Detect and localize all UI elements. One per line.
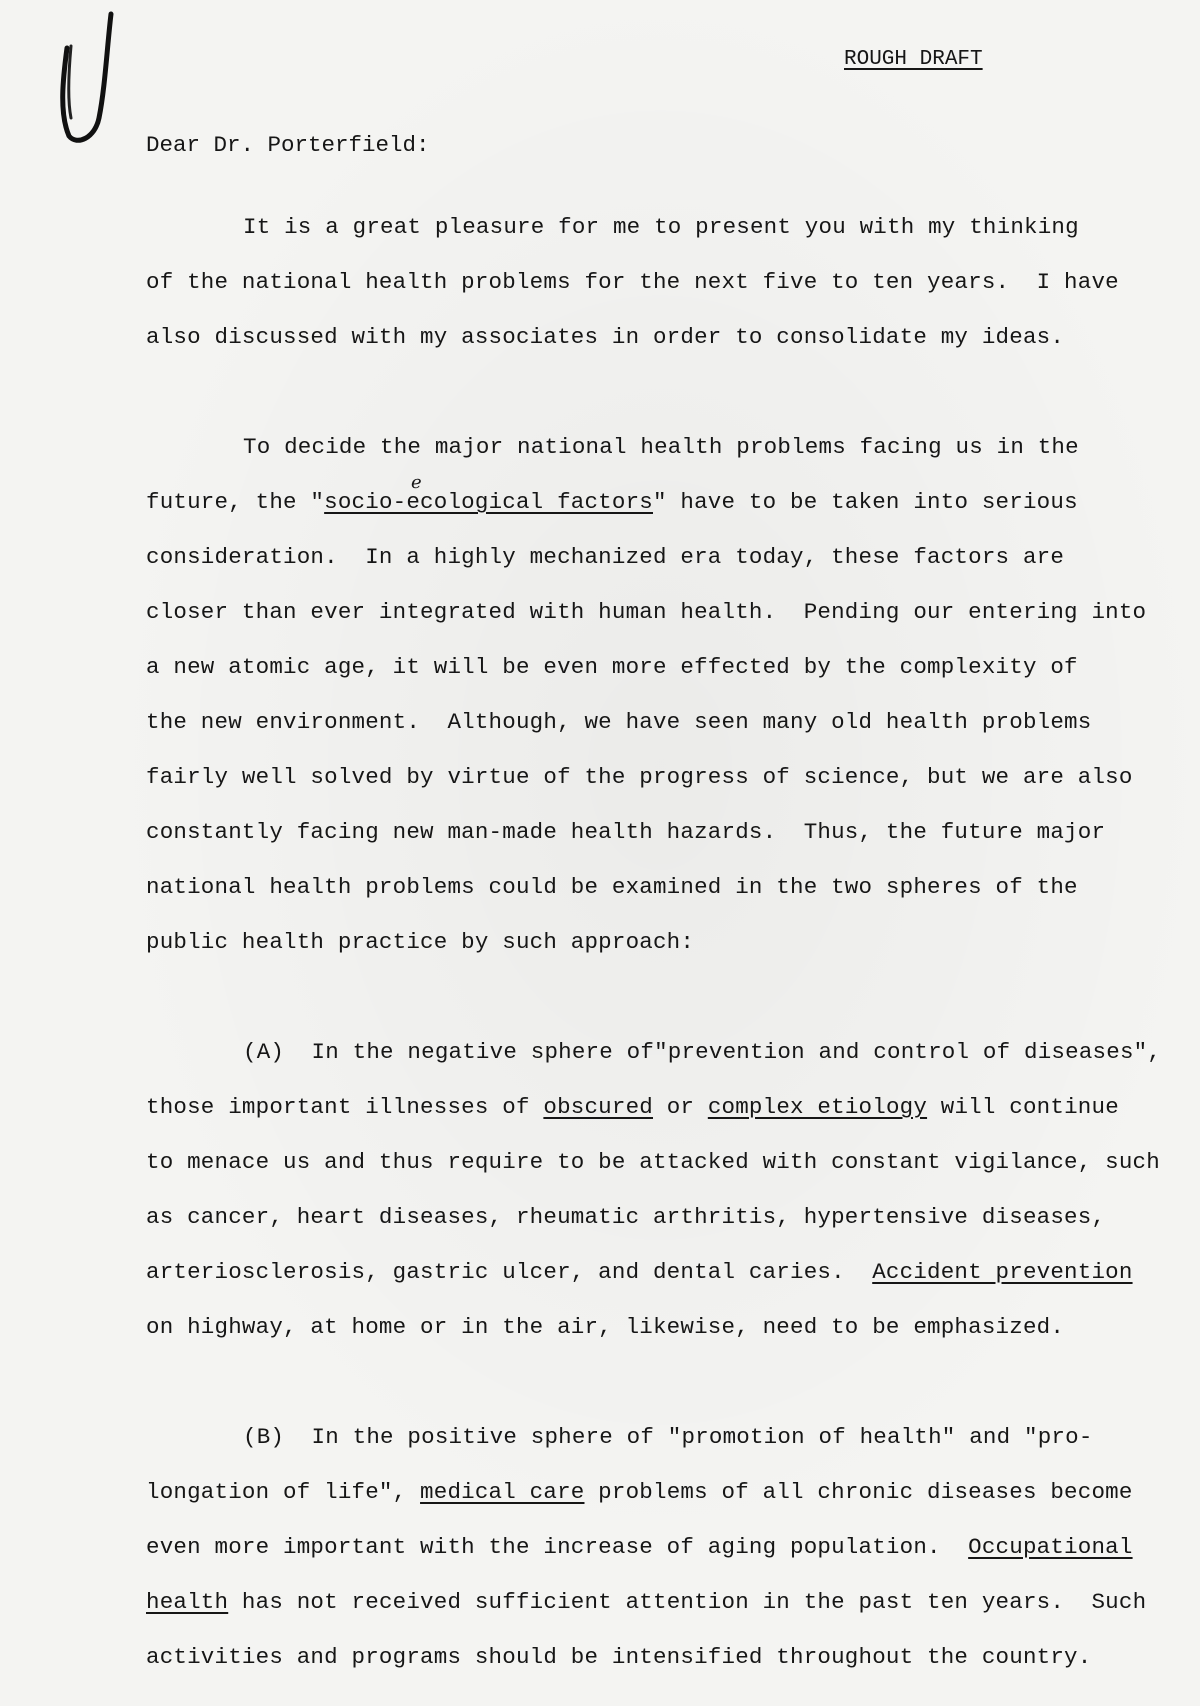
socio-ecological-factors-underlined: socio-ecological factors (324, 489, 653, 515)
paragraph-2-line-4: closer than ever integrated with human health. Pending our entering into (146, 599, 1147, 625)
health-underlined: health (146, 1589, 229, 1615)
paragraph-2-line-3: consideration. In a highly mechanized era today, these factors are (146, 544, 1065, 570)
handwritten-u-mark (55, 8, 135, 143)
paragraph-2-line-10: public health practice by such approach: (146, 929, 695, 955)
complex-etiology-underlined: complex etiology (707, 1094, 928, 1120)
paragraph-a-line-4: as cancer, heart diseases, rheumatic arthritis, hypertensive diseases, (146, 1204, 1106, 1230)
paragraph-2-line-6: the new environment. Although, we have seen many old health problems (146, 709, 1092, 735)
paragraph-a-line-5: arteriosclerosis, gastric ulcer, and dental caries. Accident prevention (146, 1259, 1133, 1285)
paragraph-b-line-1: (B) In the positive sphere of "promotion of health" and "pro- (243, 1424, 1093, 1450)
paragraph-b-line-4: health has not received sufficient attention in the past ten years. Such (146, 1589, 1147, 1615)
medical-care-underlined: medical care (420, 1479, 585, 1505)
paragraph-a-line-3: to menace us and thus require to be attacked with constant vigilance, such (146, 1149, 1160, 1175)
accident-prevention-underlined: Accident prevention (872, 1259, 1133, 1285)
paragraph-2-line-5: a new atomic age, it will be even more effected by the complexity of (146, 654, 1078, 680)
paragraph-2-line-9: national health problems could be examined in the two spheres of the (146, 874, 1078, 900)
handwritten-e-correction: e (411, 472, 422, 493)
salutation: Dear Dr. Porterfield: (146, 132, 430, 158)
paragraph-b-line-3: even more important with the increase of aging population. Occupational (146, 1534, 1133, 1560)
paragraph-1-line-1: It is a great pleasure for me to present you with my thinking (243, 214, 1079, 240)
paragraph-2-line-1: To decide the major national health problems facing us in the (243, 434, 1079, 460)
paragraph-a-line-6: on highway, at home or in the air, likewise, need to be emphasized. (146, 1314, 1065, 1340)
paragraph-2-line-2: future, the "socio-ecological factors" have to be taken into serious (146, 489, 1078, 515)
paragraph-2-line-7: fairly well solved by virtue of the progress of science, but we are also (146, 764, 1133, 790)
paragraph-2-line-8: constantly facing new man-made health hazards. Thus, the future major (146, 819, 1106, 845)
paragraph-a-line-1: (A) In the negative sphere of"prevention and control of diseases", (243, 1039, 1162, 1065)
paragraph-b-line-5: activities and programs should be intensified throughout the country. (146, 1644, 1092, 1670)
rough-draft-label: ROUGH DRAFT (844, 48, 983, 71)
paragraph-1-line-3: also discussed with my associates in order to consolidate my ideas. (146, 324, 1065, 350)
occupational-underlined: Occupational (968, 1534, 1133, 1560)
obscured-underlined: obscured (543, 1094, 653, 1120)
paragraph-1-line-2: of the national health problems for the next five to ten years. I have (146, 269, 1119, 295)
paragraph-a-line-2: those important illnesses of obscured or complex etiology will continue (146, 1094, 1119, 1120)
paragraph-b-line-2: longation of life", medical care problems of all chronic diseases become (146, 1479, 1133, 1505)
